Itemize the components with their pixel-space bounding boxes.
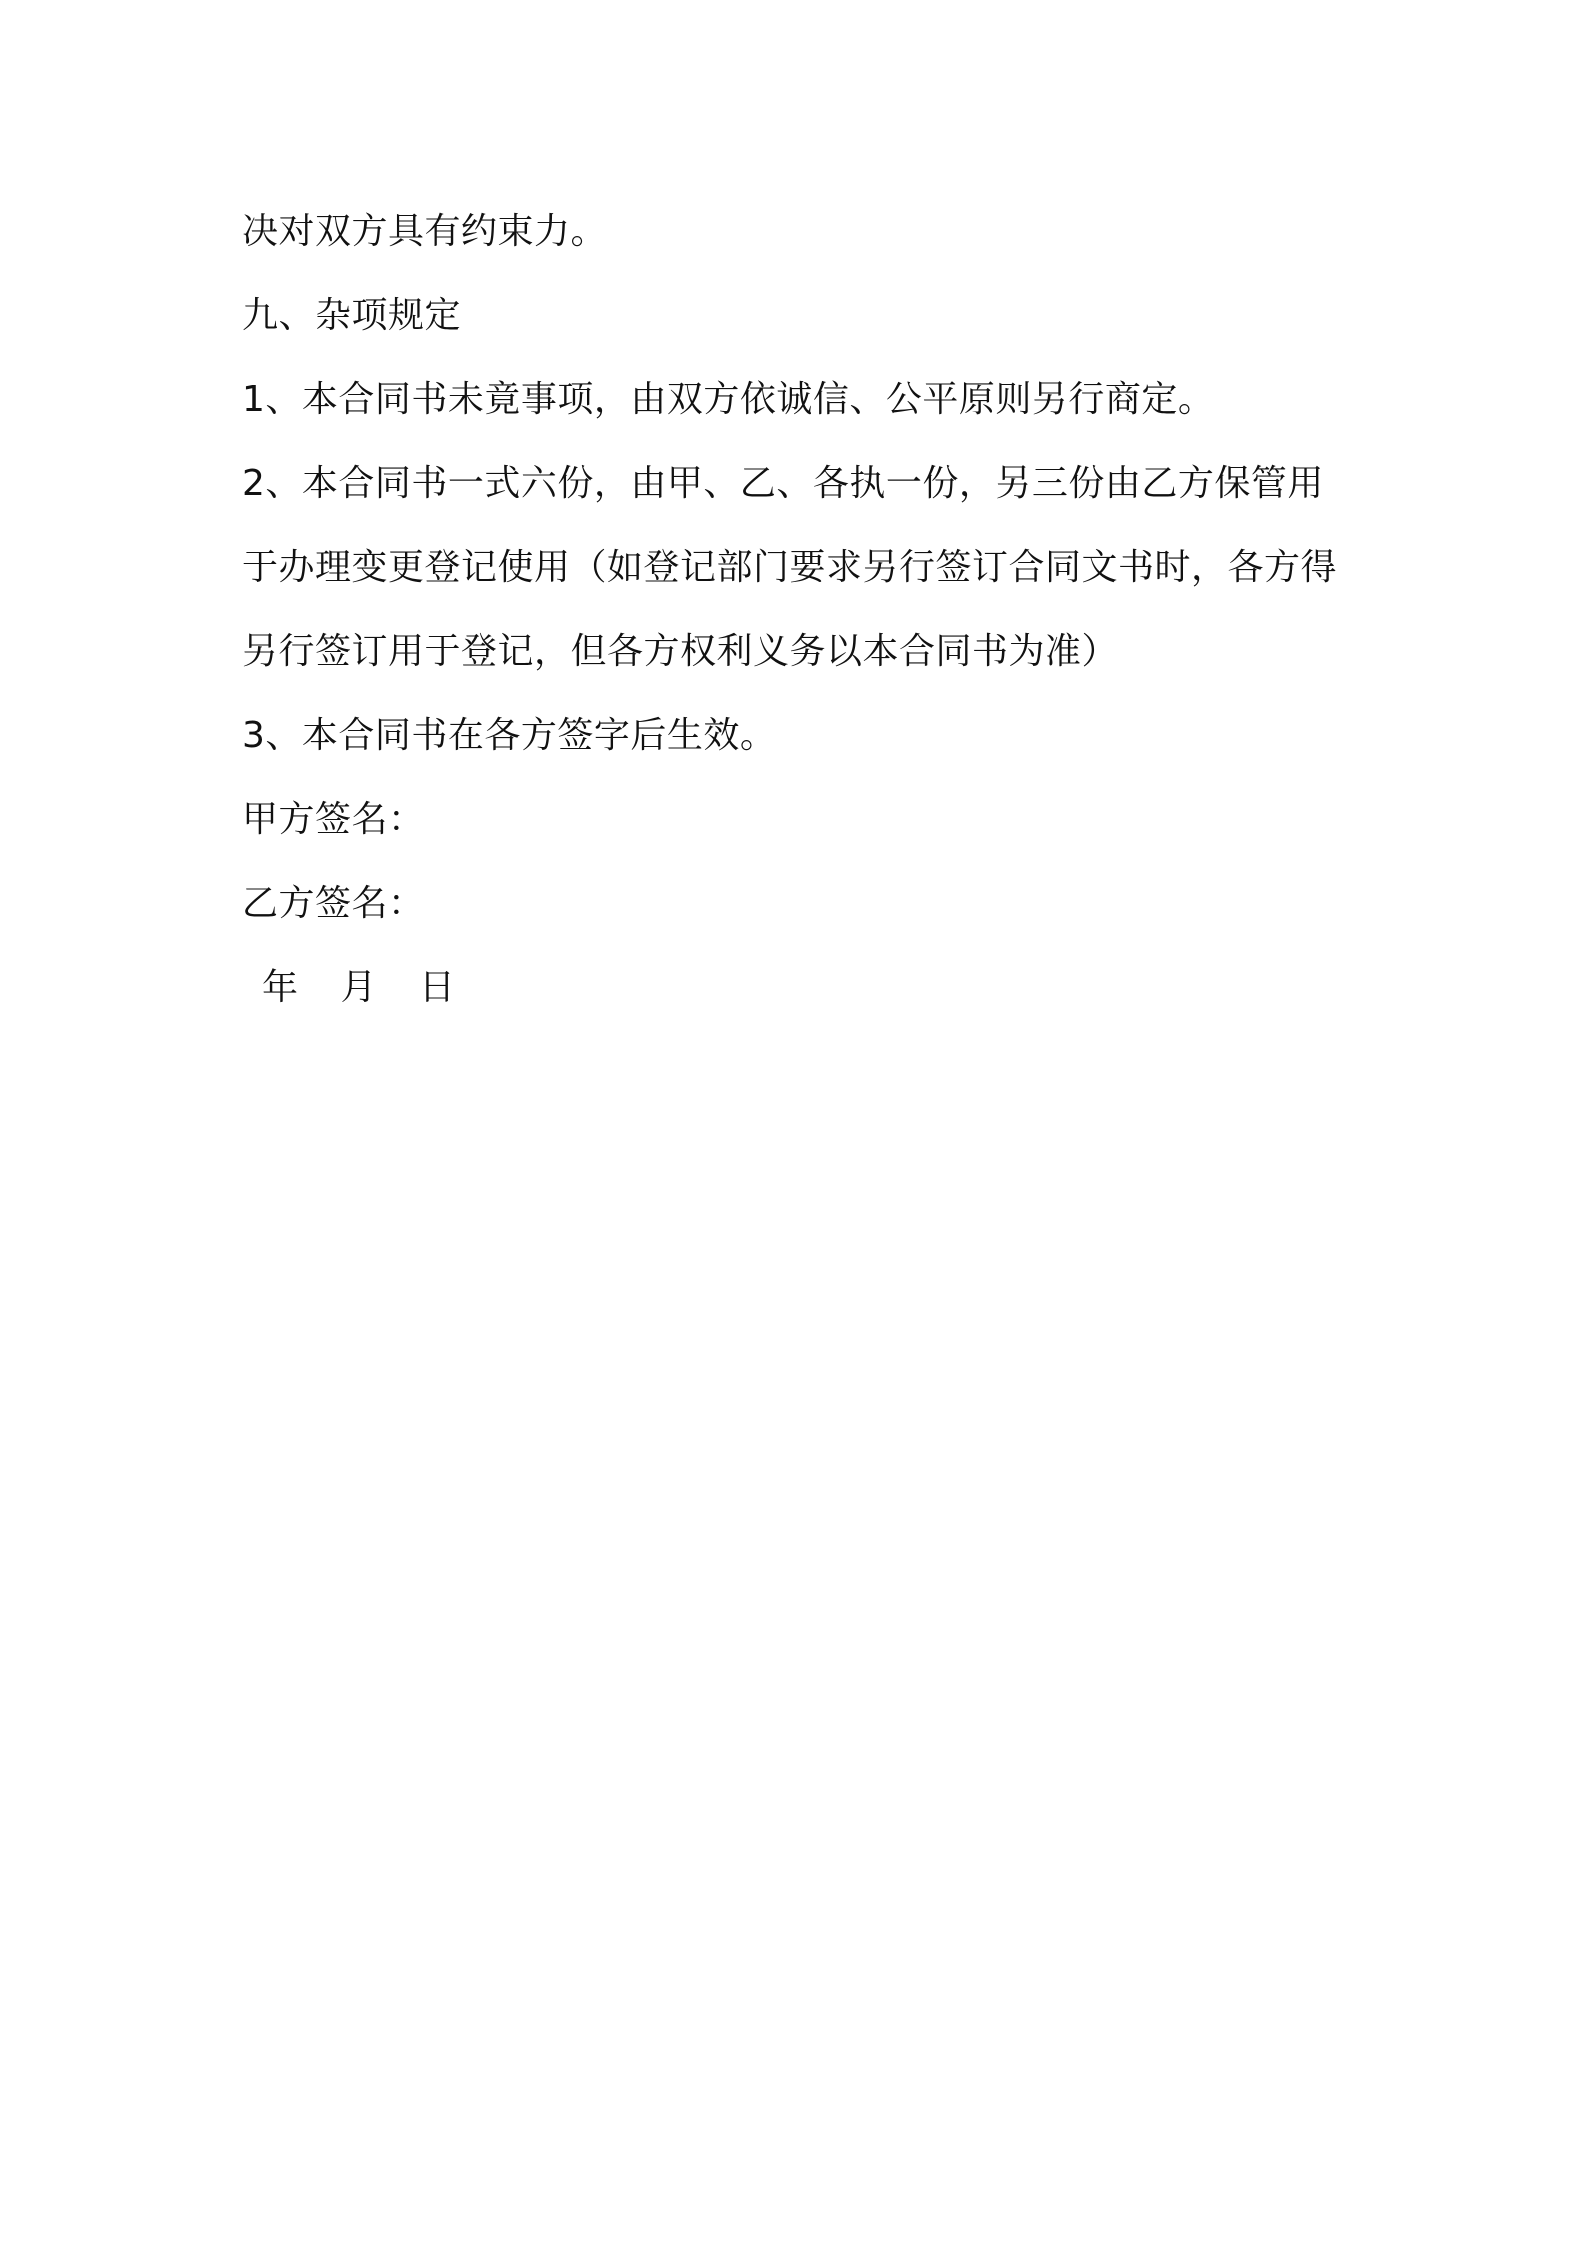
date-line [242, 946, 1362, 1030]
date-year-label: 年 [262, 967, 299, 1008]
clause-2-line-1: 2、本合同书一式六份，由甲、乙、各执一份，另三份由乙方保管用 [242, 463, 1324, 504]
party-b-signature-label: 乙方签名： [242, 883, 425, 924]
clause-3: 3、本合同书在各方签字后生效。 [242, 715, 777, 756]
text-line: 决对双方具有约束力。 [242, 211, 608, 252]
date-day-label: 日 [418, 967, 456, 1008]
clause-1: 1、本合同书未竟事项，由双方依诚信、公平原则另行商定。 [242, 379, 1215, 420]
party-a-signature-label: 甲方签名： [242, 799, 425, 840]
document-body [242, 190, 1362, 1030]
clause-2-line-3: 另行签订用于登记，但各方权利义务以本合同书为准） [242, 631, 1119, 672]
section-heading: 九、杂项规定 [242, 295, 462, 336]
date-month-label: 月 [340, 967, 377, 1008]
clause-2-line-2: 于办理变更登记使用（如登记部门要求另行签订合同文书时，各方得 [242, 547, 1338, 588]
